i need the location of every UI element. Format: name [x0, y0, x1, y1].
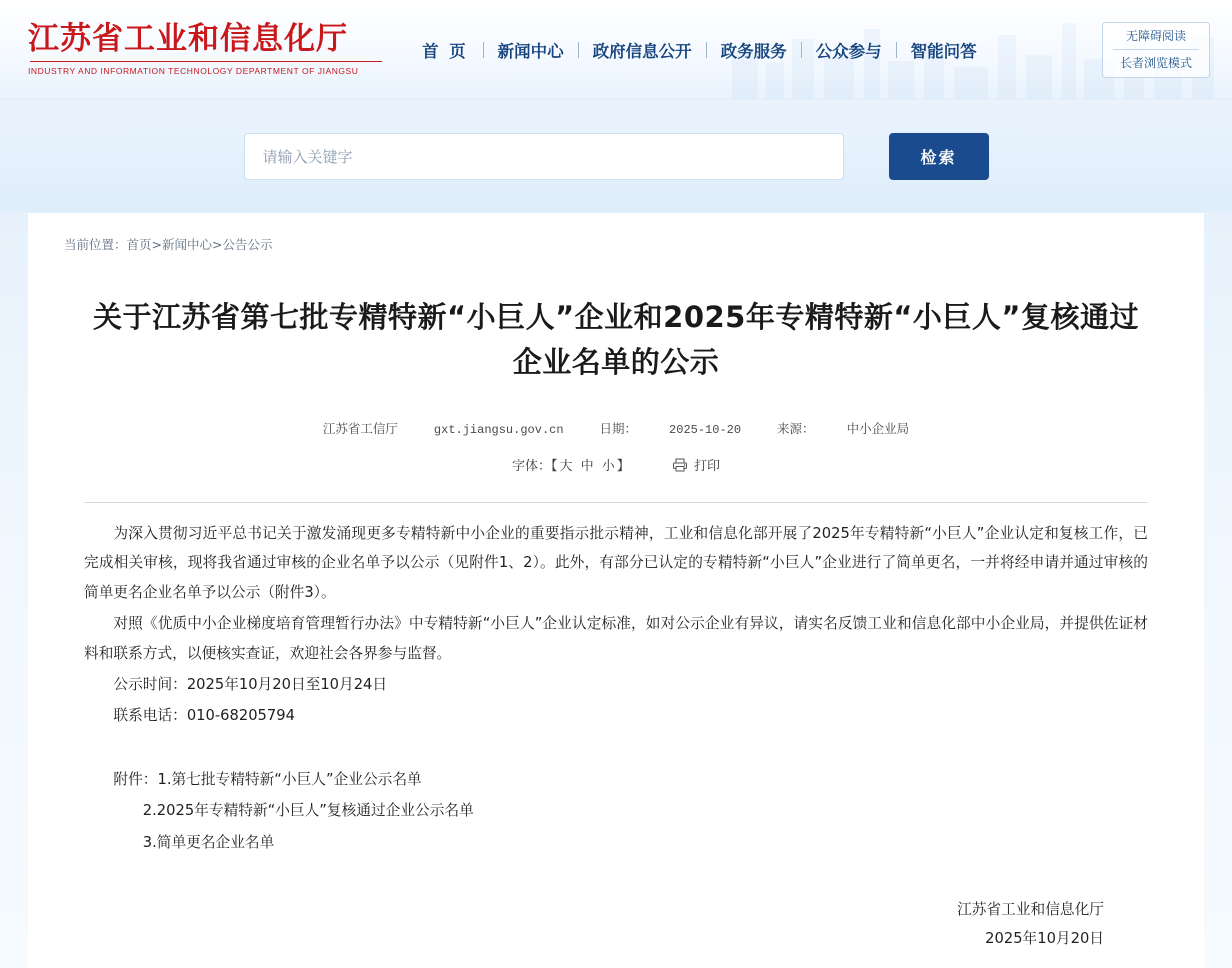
print-button[interactable] [672, 459, 720, 474]
attachment-item [84, 765, 1148, 794]
main-navigation [408, 38, 1102, 62]
article-body [84, 503, 1148, 857]
attachments-block [84, 765, 1148, 857]
logo-divider [30, 61, 382, 62]
search-button[interactable]: 检索 [889, 133, 989, 180]
page-title: 关于江苏省第七批专精特新“小巨人”企业和2025年专精特新“小巨人”复核通过企业名单的公示 [93, 300, 1139, 379]
meta-source-label: 来源： [777, 420, 815, 436]
logo-title-cn: 江苏省工业和信息化厅 [28, 21, 348, 58]
article-paragraph: 联系电话：010-68205794 [113, 707, 295, 725]
print-label: 打印 [693, 458, 720, 474]
attachment-link-1[interactable]: 1.第七批专精特新“小巨人”企业公示名单 [157, 770, 422, 788]
nav-item-government-info[interactable]: 政府信息公开 [592, 42, 692, 61]
site-header [0, 0, 1232, 100]
nav-item-smart-qa[interactable]: 智能问答 [910, 42, 977, 61]
article-paragraph: 公示时间：2025年10月20日至10月24日 [113, 675, 388, 693]
article-signature [84, 895, 1148, 954]
attachment-item[interactable]: 3.简单更名企业名单 [142, 833, 275, 851]
meta-source-org: 江苏省工信厅 [322, 420, 398, 436]
article-meta [84, 419, 1148, 437]
search-box[interactable] [244, 133, 844, 180]
header-accessibility-tools [1102, 22, 1210, 78]
article-paragraph: 为深入贯彻习近平总书记关于激发涌现更多专精特新中小企业的重要指示批示精神，工业和信息化部开展了2025年专精特新“小巨人”企业认定和复核工作，已完成相关审核，现将我省通过审核的企业名单予以公示（见附件1、2）。此外，有部分已认定的专精特新“小巨人”企业进行了简单更名，一并将经申请并通过审核的简单更名企业名单予以公示（附件3）。 [84, 524, 1148, 601]
elder-browsing-mode-link[interactable]: 长者浏览模式 [1119, 55, 1192, 70]
meta-date: 2025-10-20 [669, 422, 742, 437]
font-size-label: 字体： [512, 458, 552, 474]
meta-source: 中小企业局 [846, 420, 910, 436]
font-size-options[interactable]: 【大 中 小】 [551, 458, 632, 474]
site-logo[interactable] [28, 23, 388, 76]
search-band [0, 100, 1232, 213]
page-body [0, 213, 1232, 968]
nav-item-home[interactable]: 首 页 [422, 42, 469, 61]
printer-icon [672, 458, 688, 476]
article [28, 295, 1204, 954]
nav-item-news-center[interactable]: 新闻中心 [497, 42, 564, 61]
meta-domain: gxt.jiangsu.gov.cn [433, 422, 564, 437]
article-tools [84, 455, 1148, 476]
breadcrumb[interactable]: 当前位置：首页>新闻中心>公告公示 [64, 237, 273, 252]
signature-date: 2025年10月20日 [985, 930, 1104, 948]
attachments-label: 附件： [113, 770, 158, 788]
article-paragraph: 对照《优质中小企业梯度培育管理暂行办法》中专精特新“小巨人”企业认定标准，如对公示企业有异议，请实名反馈工业和信息化部中小企业局，并提供佐证材料和联系方式，以便核实查证，欢迎社会各界参与监督。 [84, 615, 1148, 662]
nav-item-public-participation[interactable]: 公众参与 [815, 42, 882, 61]
search-input[interactable] [261, 147, 827, 167]
accessibility-reading-link[interactable]: 无障碍阅读 [1125, 28, 1186, 43]
content-card [28, 213, 1204, 968]
attachment-item[interactable]: 2.2025年专精特新“小巨人”复核通过企业公示名单 [142, 802, 474, 820]
signature-org: 江苏省工业和信息化厅 [957, 900, 1104, 918]
tools-divider [1113, 49, 1199, 50]
nav-item-government-services[interactable]: 政务服务 [720, 42, 787, 61]
meta-date-label: 日期： [599, 420, 638, 436]
logo-title-en: INDUSTRY AND INFORMATION TECHNOLOGY DEPARTMENT OF JIANGSU [28, 65, 359, 76]
